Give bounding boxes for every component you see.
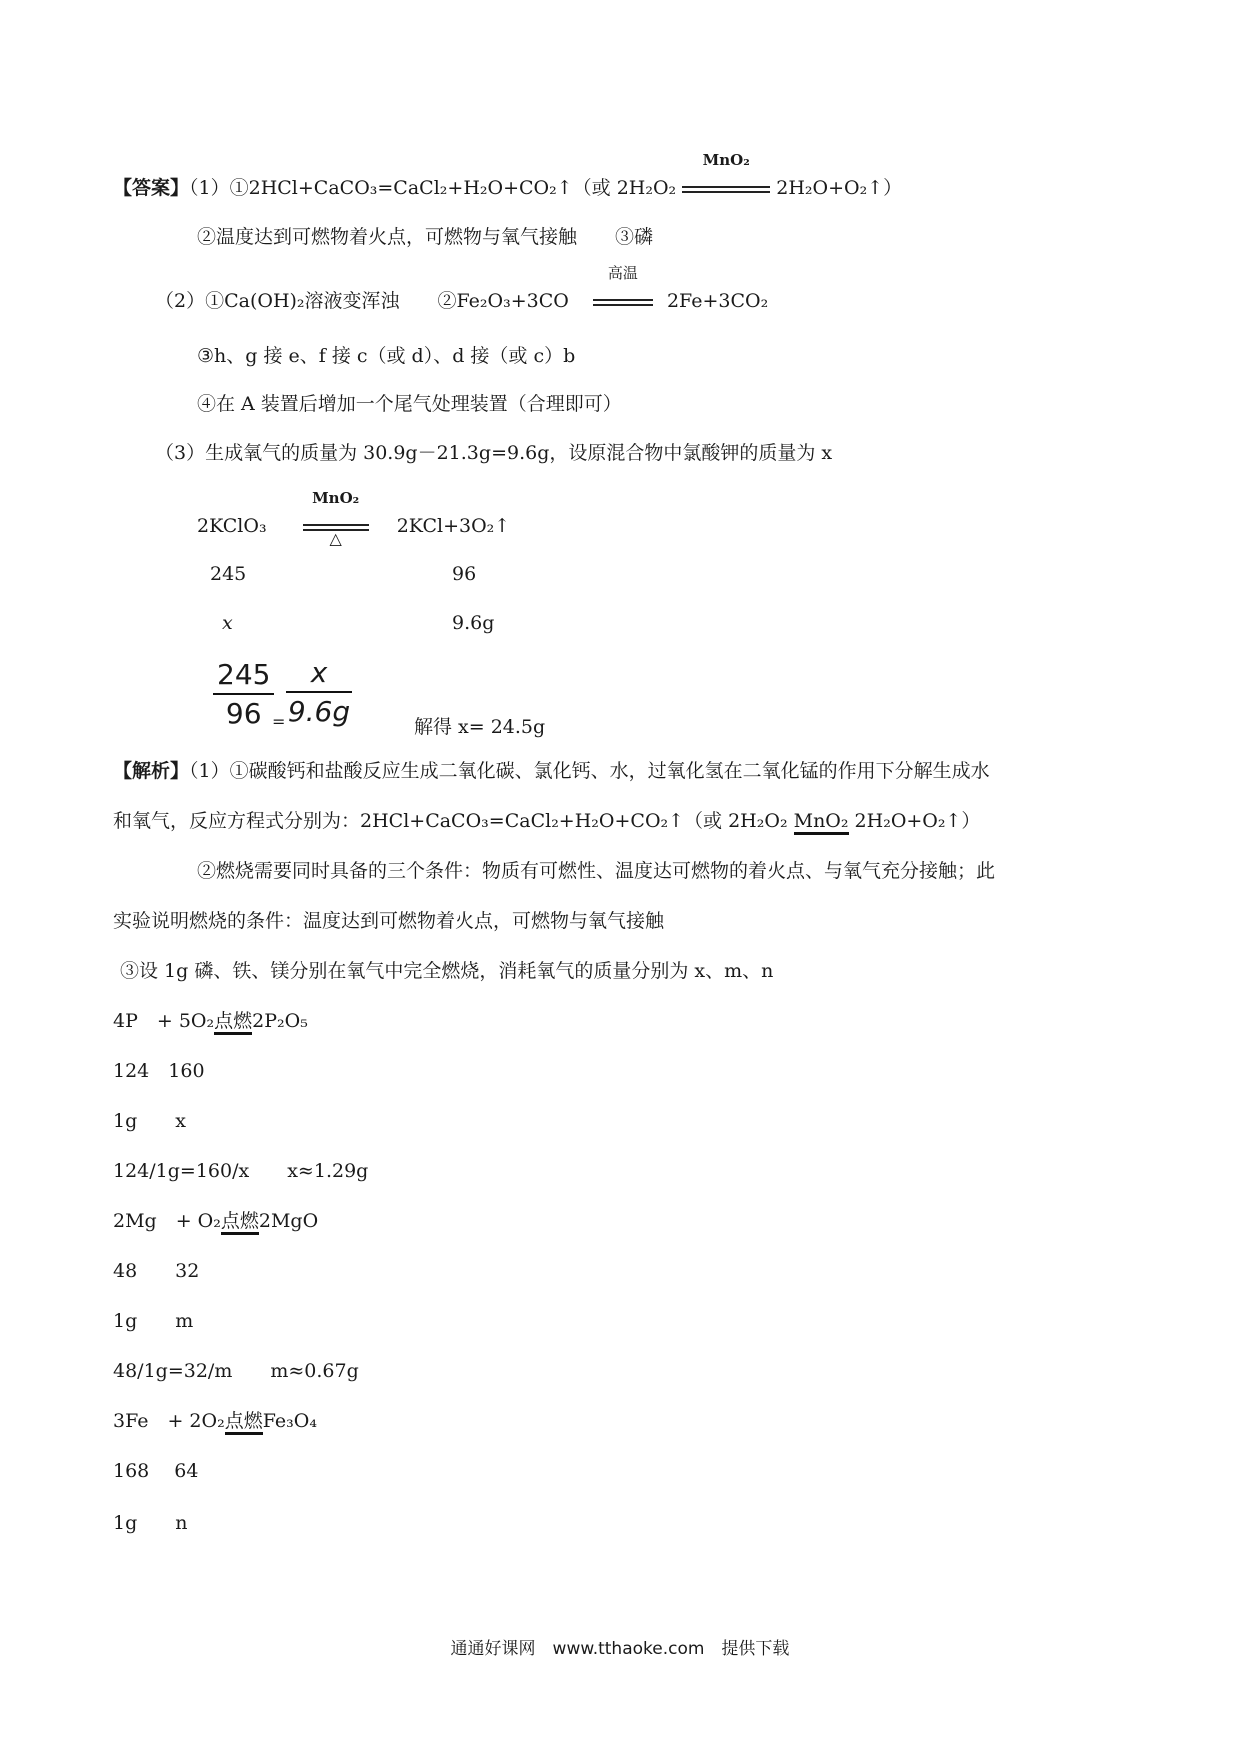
iron-values: 1g n <box>113 1512 188 1534</box>
reaction-condition-ignite: 点燃 <box>214 1010 252 1035</box>
answer-2-line-2: ③h、g 接 e、f 接 c（或 d）、d 接（或 c）b <box>197 345 576 367</box>
answer-2-line-1: （2）①Ca(OH)₂溶液变浑浊 ②Fe₂O₃+3CO 高温 2Fe+3CO₂ <box>155 264 769 312</box>
page-footer: 通通好课网 www.tthaoke.com 提供下载 <box>450 1639 790 1659</box>
answer-3-var-2: 9.6g <box>452 612 495 634</box>
reaction-condition-high-temp: 高温 <box>593 290 653 313</box>
reaction-condition-ignite: 点燃 <box>221 1210 259 1235</box>
answer-3-mass-2: 96 <box>452 563 477 585</box>
reaction-condition-mno2-heat: MnO₂ △ <box>303 515 369 538</box>
phosphorus-mass: 124 160 <box>113 1060 205 1082</box>
answer-3-solution: 解得 x= 24.5g <box>414 716 546 738</box>
reaction-condition-mno2: MnO₂ <box>682 177 770 200</box>
answer-1-eq-pre: （1）①2HCl+CaCO₃=CaCl₂+H₂O+CO₂↑（或 2H₂O₂ <box>189 177 677 199</box>
magnesium-mass: 48 32 <box>113 1260 200 1282</box>
magnesium-equation: 2Mg + O₂点燃2MgO <box>113 1210 318 1233</box>
answer-line-1 <box>113 151 903 200</box>
fraction-245-96: $\frac{245}{96}$ <box>213 658 274 730</box>
magnesium-calc: 48/1g=32/m m≈0.67g <box>113 1360 359 1382</box>
answer-1-line-2: ②温度达到可燃物着火点，可燃物与氧气接触 ③磷 <box>197 226 654 248</box>
answer-1-eq-post: 2H₂O+O₂↑） <box>776 177 903 199</box>
reaction-condition-ignite: 点燃 <box>225 1410 263 1435</box>
answer-3-var-1: x <box>222 612 233 634</box>
equals-sign: = <box>272 712 286 731</box>
analysis-line-3: ②燃烧需要同时具备的三个条件：物质有可燃性、温度达可燃物的着火点、与氧气充分接触；此 <box>197 860 996 882</box>
iron-equation: 3Fe + 2O₂点燃Fe₃O₄ <box>113 1410 317 1433</box>
analysis-line-5: ③设 1g 磷、铁、镁分别在氧气中完全燃烧，消耗氧气的质量分别为 x、m、n <box>120 960 774 982</box>
analysis-line-1: 【解析】（1）①碳酸钙和盐酸反应生成二氧化碳、氯化钙、水，过氧化氢在二氧化锰的作用下分解生成水 <box>113 760 990 782</box>
analysis-line-2: 和氧气，反应方程式分别为：2HCl+CaCO₃=CaCl₂+H₂O+CO₂↑（或 2H₂O₂ MnO₂ 2H₂O+O₂↑） <box>113 810 980 833</box>
magnesium-values: 1g m <box>113 1310 194 1332</box>
phosphorus-equation: 4P + 5O₂点燃2P₂O₅ <box>113 1010 308 1033</box>
analysis-tag: 【解析】 <box>113 760 190 782</box>
answer-3-equation: 2KClO₃ MnO₂ △ 2KCl+3O₂↑ <box>197 489 511 548</box>
analysis-line-4: 实验说明燃烧的条件：温度达到可燃物着火点，可燃物与氧气接触 <box>113 910 665 932</box>
fraction-x-9.6g: $\frac{x}{9.6g}$ <box>287 656 351 728</box>
phosphorus-values: 1g x <box>113 1110 186 1132</box>
answer-2-line-3: ④在 A 装置后增加一个尾气处理装置（合理即可） <box>197 393 622 415</box>
answer-3-mass-1: 245 <box>210 563 247 585</box>
answer-3-line-1: （3）生成氧气的质量为 30.9g－21.3g=9.6g，设原混合物中氯酸钾的质量为 x <box>155 442 833 464</box>
answer-tag: 【答案】 <box>113 177 190 199</box>
reaction-condition-mno2-inline: MnO₂ <box>794 810 849 835</box>
iron-mass: 168 64 <box>113 1460 199 1482</box>
phosphorus-calc: 124/1g=160/x x≈1.29g <box>113 1160 369 1182</box>
